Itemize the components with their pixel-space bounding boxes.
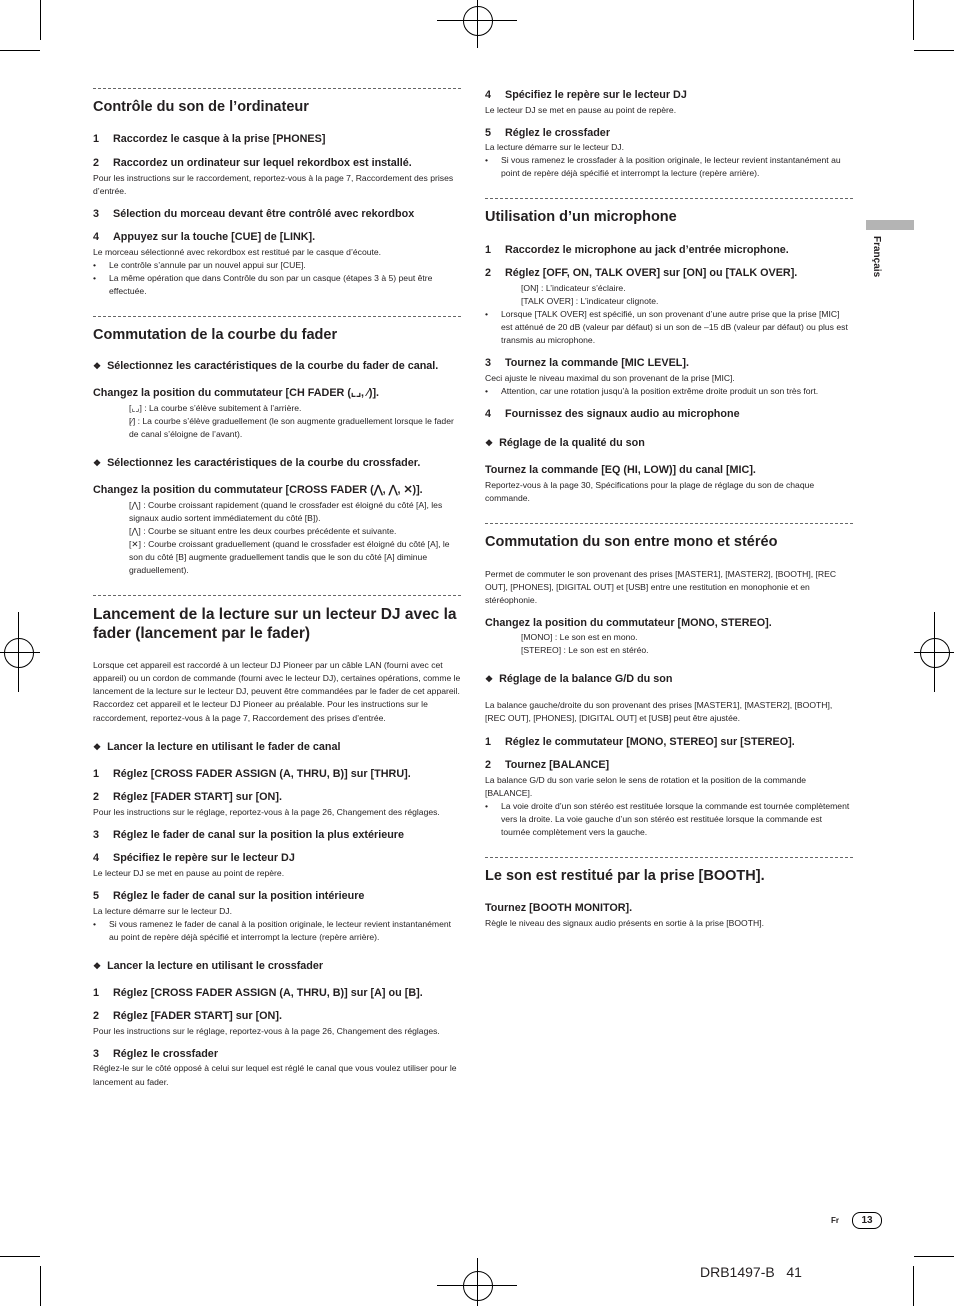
registration-mark [463,1271,493,1301]
language-label: Français [871,236,882,278]
section-booth: Le son est restitué par la prise [BOOTH]. Tournez [BOOTH MONITOR]. Règle le niveau des signaux audio présents en sortie à la prise [BOOTH]. [485,857,853,930]
section-title: Utilisation d’un microphone [485,209,677,226]
section-title: Contrôle du son de l’ordinateur [93,99,309,115]
step: 1 Raccordez le casque à la prise [PHONES] [93,133,326,146]
right-column [485,88,853,948]
crop-mark [40,1266,41,1306]
document-code: DRB1497-B 41 [700,1264,802,1280]
registration-mark [463,6,493,36]
language-abbreviation: Fr [831,1216,839,1225]
registration-line [437,1285,517,1286]
registration-line [477,1258,478,1306]
language-tab [866,220,914,230]
registration-line [934,612,935,692]
crop-mark [914,1256,954,1257]
crop-mark [0,50,40,51]
crop-mark [40,0,41,40]
step: 3 Sélection du morceau devant être contrôlé avec rekordbox [93,207,415,220]
crop-mark [914,50,954,51]
registration-line [18,612,19,692]
crop-mark [913,0,914,40]
left-column [93,88,461,1107]
registration-mark [4,638,34,668]
section-title: Commutation du son entre mono et stéréo [485,534,778,551]
crop-mark [0,1256,40,1257]
section-mono-stereo: Commutation du son entre mono et stéréo Permet de commuter le son provenant des prises [MASTER1], [MASTER2], [BOOTH], [REC OUT], [PHONES], [DIGITAL OUT] et [USB] entre une restitution en monophonie et en stéréophonie. Changez la position du commutateur [MONO, STEREO]. [MONO] : Le son est en mono. [STEREO] : Le son est en stéréo. ❖ Réglage de la balance G/D du son La balance gauche/droite du son provenant des prises [MASTER1], [MASTER2], [BOOTH], [REC OUT], [PHONES], [DIGITAL OUT] et [USB] peut être ajustée. 1 Réglez le commutateur [MONO, STEREO] sur [STEREO]. 2 Tournez [BALANCE] La balance G/D du son varie selon le sens de rotation et la position de la commande [BALANCE]. • La voie droite d’un son stéréo est restituée lorsque la commande est tournée complètement vers la droite. La voie gauche d’un son stéréo est restituée lorsque la commande est tournée complètement vers la gauche. [485,523,853,839]
section-title: Lancement de la lecture sur un lecteur DJ avec la fader (lancement par le fader) [93,606,457,642]
section-microphone: Utilisation d’un microphone 1 Raccordez le microphone au jack d’entrée microphone. 2 Réglez [OFF, ON, TALK OVER] sur [ON] ou [TALK OVER]. [ON] : L’indicateur s’éclaire. [TALK OVER] : L’indicateur clignote. • Lorsque [TALK OVER] est spécifié, un son provenant d’une autre prise que la prise [MIC] est atténué de 20 dB (valeur par défaut) si un son de –15 dB (valeur par défaut) ou plus est transmis au microphone. 3 Tournez la commande [MIC LEVEL]. Ceci ajuste le niveau maximal du son provenant de la prise [MIC]. • Attention, car une rotation jusqu’à la position extrême droite produit un son très fort. 4 Fournissez des signaux audio au microphone ❖ Réglage de la qualité du son Tournez la commande [EQ (HI, LOW)] du canal [MIC]. Reportez-vous à la page 30, Spécifications pour la plage de réglage du son de chaque commande. [485,198,853,505]
registration-line [477,0,478,48]
step: 4 Appuyez sur la touche [CUE] de [LINK]. Le morceau sélectionné avec rekordbox est restitué par le casque d’écoute. • Le contrôle s’annule par un nouvel appui sur [CUE]. • La même opération que dans Contrôle du son par un casque (étapes 3 à 5) peut être effectuée. [93,230,461,298]
crop-mark [913,1266,914,1306]
continued-steps: 4 Spécifiez le repère sur le lecteur DJ Le lecteur DJ se met en pause au point de repère. 5 Réglez le crossfader La lecture démarre sur le lecteur DJ. • Si vous ramenez le crossfader à la position originale, le lecteur revient instantanément au point de repère déjà spécifié et interrompt la lecture (repère arrière). [485,88,853,180]
registration-line [0,652,40,653]
section-computer-monitoring [93,88,461,298]
step: 2 Raccordez un ordinateur sur lequel rekordbox est installé. Pour les instructions sur le raccordement, reportez-vous à la page 7, Raccordement des prises d’entrée. [93,156,454,196]
section-title: Commutation de la courbe du fader [93,327,338,344]
section-title: Le son est restitué par la prise [BOOTH]. [485,867,765,884]
page-number-badge: 13 [852,1212,882,1229]
section-fader-start: Lancement de la lecture sur un lecteur DJ avec la fader (lancement par le fader) Lorsque cet appareil est raccordé à un lecteur DJ Pioneer par un câble LAN (fourni avec cet appareil) ou un cordon de commande (fourni avec le lecteur DJ), certaines opérations, comme le lancement de la lecture sur le lecteur DJ, peuvent être commandées par le fader de cet appareil. Raccordez cet appareil et le lecteur DJ Pioneer au préalable. Pour les instructions sur le raccordement, reportez-vous à la page 7, Raccordement des prises d’entrée. ❖ Lancer la lecture en utilisant le fader de canal 1 Réglez [CROSS FADER ASSIGN (A, THRU, B)] sur [THRU]. 2 Réglez [FADER START] sur [ON]. Pour les instructions sur le réglage, reportez-vous à la page 26, Changement des réglages. 3 Réglez le fader de canal sur la position la plus extérieure 4 Spécifiez le repère sur le lecteur DJ Le lecteur DJ se met en pause au point de repère. 5 Réglez le fader de canal sur la position intérieure La lecture démarre sur le lecteur DJ. • Si vous ramenez le fader de canal à la position originale, le lecteur revient instantanément au point de repère déjà spécifié et interrompt la lecture (repère arrière). ❖ Lancer la lecture en utilisant le crossfader 1 Réglez [CROSS FADER ASSIGN (A, THRU, B)] sur [A] ou [B]. 2 Réglez [FADER START] sur [ON]. Pour les instructions sur le réglage, reportez-vous à la page 26, Changement des réglages. 3 Réglez le crossfader Réglez-le sur le côté opposé à celui sur lequel est réglé le canal que vous voulez utiliser pour le lancement au fader. [93,595,461,1089]
registration-line [437,20,517,21]
registration-mark [920,638,950,668]
section-fader-curve: Commutation de la courbe du fader ❖ Sélectionnez les caractéristiques de la courbe du fader de canal. Changez la position du commutateur [CH FADER (⌞⌟, ⁄)]. [⌞⌟] : La courbe s’élève subitement à l’arrière. [⁄] : La courbe s’élève graduellement (le son augmente graduellement lorsque le fader de canal s’éloigne de l’avant). ❖ Sélectionnez les caractéristiques de la courbe du crossfader. Changez la position du commutateur [CROSS FADER (⋀, ⋀, ✕)]. [⋀] : Courbe croissant rapidement (quand le crossfader est éloigné du côté [A], les signaux audio sortent immédiatement du côté [B]). [⋀] : Courbe se situant entre les deux courbes précédente et suivante. [✕] : Courbe croissant graduellement (quand le crossfader est éloigné du côté [A], le son du côté [B] augmente graduellement tandis que le son du côté [A] diminue graduellement). [93,316,461,577]
